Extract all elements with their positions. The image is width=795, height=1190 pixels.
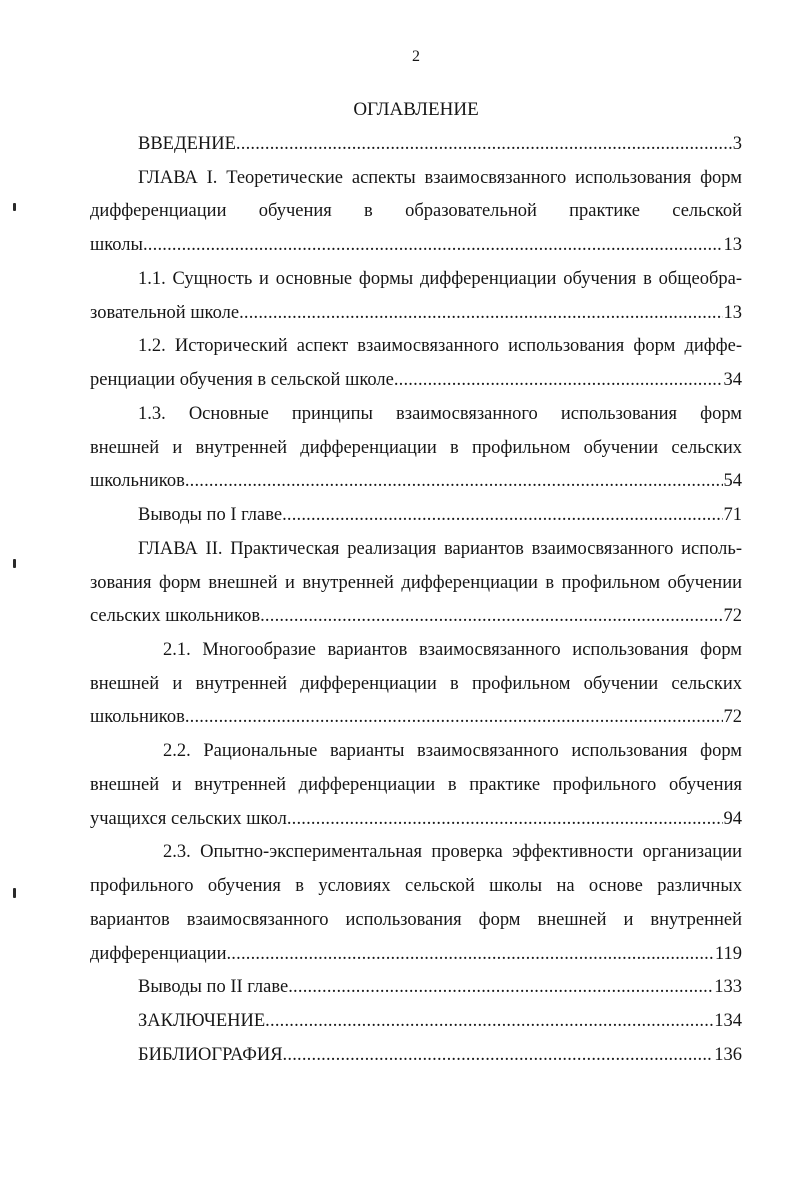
toc-entry-line: 1.1. Сущность и основные формы дифференциации обучения в общеобра- [138, 268, 742, 289]
toc-entry-last-line [90, 938, 742, 972]
dot-leader [185, 701, 723, 735]
toc-entry [90, 836, 742, 971]
toc-entry [90, 128, 742, 162]
dot-leader [394, 364, 723, 398]
toc-entry [90, 1039, 742, 1073]
toc-entry-line: зования форм внешней и внутренней дифференциации в профильном обучении [90, 572, 742, 593]
toc-page-number: 72 [723, 707, 742, 728]
toc-entry-title: дифференциации [90, 943, 227, 964]
dot-leader [265, 1005, 713, 1039]
dot-leader [283, 1039, 714, 1073]
toc-entry [90, 533, 742, 634]
toc-entry-last-line [90, 1005, 742, 1039]
toc-entry-last-line [90, 364, 742, 398]
toc-entry-line: 1.2. Исторический аспект взаимосвязанного использования форм диффе- [138, 336, 742, 357]
scan-mark [13, 203, 16, 211]
toc-entry [90, 162, 742, 263]
toc-entry-title: Выводы по I главе [138, 505, 283, 526]
toc-entry-title: школы [90, 235, 143, 256]
toc-entry-title: Выводы по II главе [138, 977, 289, 998]
toc-page-number: 134 [714, 1011, 742, 1032]
toc-entry [90, 398, 742, 499]
toc-page-number: 119 [714, 943, 742, 964]
dot-leader [239, 297, 722, 331]
toc-entry-last-line [90, 971, 742, 1005]
dot-leader [226, 938, 713, 972]
toc-entry [90, 735, 742, 836]
toc-entry-last-line [90, 229, 742, 263]
toc-page-number: 133 [714, 977, 742, 998]
toc-entry-line: 2.1. Многообразие вариантов взаимосвязанного использования форм [163, 640, 742, 661]
toc-entry-last-line [90, 803, 742, 837]
toc-page-number: 136 [714, 1044, 742, 1065]
toc-entry-last-line [90, 1039, 742, 1073]
toc-entry-line: ГЛАВА I. Теоретические аспекты взаимосвязанного использования форм [138, 167, 742, 188]
dot-leader [260, 600, 722, 634]
toc-page-number: 34 [723, 370, 742, 391]
toc-entry-title: ВВЕДЕНИЕ [138, 134, 236, 154]
page-number: 2 [412, 48, 420, 65]
toc-page-number: 94 [723, 808, 742, 829]
toc-entry [90, 1005, 742, 1039]
toc-entry-title: ренциации обучения в сельской школе [90, 370, 394, 391]
toc-page-number: 13 [723, 302, 742, 323]
toc-entry-line: 2.2. Рациональные варианты взаимосвязанного использования форм [163, 741, 742, 762]
scan-mark [13, 888, 16, 898]
dot-leader [288, 971, 713, 1005]
toc-entry-last-line [90, 499, 742, 533]
toc-entry-title: школьников [90, 471, 185, 492]
toc-entry-line: 2.3. Опытно-экспериментальная проверка эффективности организации [163, 842, 742, 863]
page-title: ОГЛАВЛЕНИЕ [353, 99, 479, 120]
toc-entry-last-line [90, 701, 742, 735]
dot-leader [287, 803, 723, 837]
toc-entry-last-line [90, 128, 742, 162]
dot-leader [185, 465, 723, 499]
dot-leader [282, 499, 722, 533]
toc-entry-last-line [90, 297, 742, 331]
dot-leader [143, 229, 723, 263]
scan-mark [13, 559, 16, 568]
toc-entry-last-line [90, 465, 742, 499]
toc-entry-title: школьников [90, 707, 185, 728]
toc-entry-title: ЗАКЛЮЧЕНИЕ [138, 1011, 266, 1032]
table-of-contents [90, 128, 742, 1073]
toc-entry-line: внешней и внутренней дифференциации в профильном обучении сельских [90, 437, 742, 458]
toc-page-number: 3 [732, 134, 742, 154]
toc-entry [90, 971, 742, 1005]
dot-leader [236, 128, 732, 162]
toc-page-number: 72 [723, 606, 742, 627]
toc-entry-title: учащихся сельских школ [90, 808, 287, 829]
toc-entry-title: БИБЛИОГРАФИЯ [138, 1044, 283, 1065]
toc-entry-title: зовательной школе [90, 302, 240, 323]
toc-page-number: 54 [723, 471, 742, 492]
toc-entry-line: вариантов взаимосвязанного использования форм внешней и внутренней [90, 909, 742, 930]
toc-entry-last-line [90, 600, 742, 634]
toc-entry-line: дифференциации обучения в образовательной практике сельской [90, 201, 742, 222]
toc-entry [90, 330, 742, 397]
toc-entry-line: внешней и внутренней дифференциации в практике профильного обучения [90, 774, 742, 795]
toc-entry-line: внешней и внутренней дифференциации в профильном обучении сельских [90, 673, 742, 694]
toc-page-number: 13 [723, 235, 742, 256]
toc-entry [90, 499, 742, 533]
toc-entry-line: ГЛАВА II. Практическая реализация вариантов взаимосвязанного исполь- [138, 538, 742, 559]
toc-entry [90, 263, 742, 330]
toc-entry [90, 634, 742, 735]
toc-entry-line: профильного обучения в условиях сельской школы на основе различных [90, 876, 742, 897]
toc-page-number: 71 [723, 505, 742, 526]
toc-entry-title: сельских школьников [90, 606, 261, 627]
toc-entry-line: 1.3. Основные принципы взаимосвязанного использования форм [138, 403, 742, 424]
